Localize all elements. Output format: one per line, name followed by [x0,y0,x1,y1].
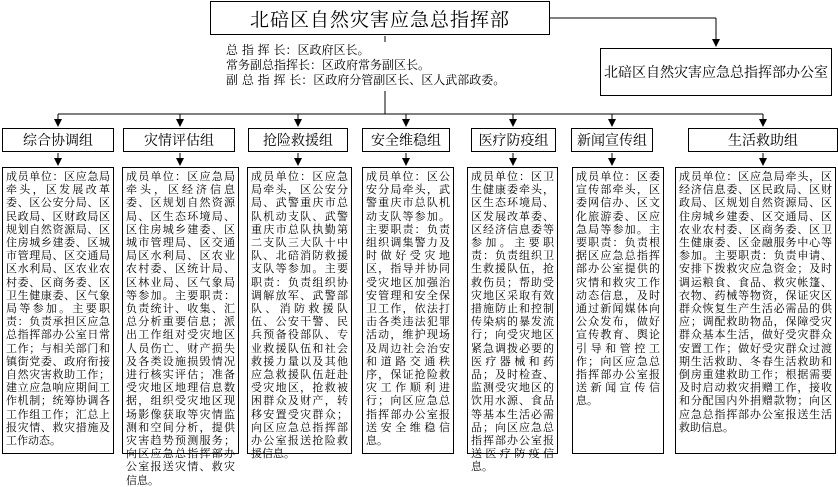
group-head-relief [688,128,838,152]
group-head-publicity [571,128,653,152]
leader-row [226,43,548,58]
group-title: 综合协调组 [23,133,93,149]
leader-value: 区政府区长。 [297,43,370,57]
group-body-medical: 成员单位：区卫生健康委牵头，区生态环境局、区发展改革委、区经济信息委等参加。主要职责：负责组织卫生救援队伍，抢救伤员；帮助受灾地区采取有效措施防止和控制传染病的暴发流行；向受灾地区紧急调拨必要的医疗器械和药品；及时检查、监测受灾地区的饮用水源、食品等基本生活必需品；向区应急总指挥部办公室报送医疗防疫信息。 [467,167,558,454]
office-box [600,48,832,96]
leader-row [226,73,548,88]
leader-value: 区政府常务副区长。 [322,58,431,72]
group-body-coordination: 成员单位：区应急局牵头，区发展改革委、区公安分局、区民政局、区财政局区规划自然资源局、区住房城乡建委、区城市管理局、区交通局区水利局、区农业农村委、区商务委、区卫生健康委、区气象局等参加。主要职责：负责承担区应急总指挥部办公室日常工作；与相关部门和镇街党委、政府衔接自然灾害救助工作；建立应急响应期间工作机制；统筹协调各工作组工作；汇总上报灾情、救灾措施及工作动态。 [2,167,114,454]
group-body-relief: 成员单位：区应急局牵头，区经济信息委、区民政局、区财政局、区规划自然资源局、区住房城乡建委、区交通局、区农业农村委、区商务委、区卫生健康委、区金融服务中心等参加。主要职责：负责申请、安排下拨救灾应急资金；及时调运粮食、食品、救灾帐篷、衣物、药械等物资，保证灾区群众恢复生产生活必需品的供应；调配救助物品，保障受灾群众基本生活，做好受灾群众安置工作；做好受灾群众过渡期生活救助、冬春生活救助和倒房重建救助工作；根据需要及时启动救灾捐赠工作，接收和分配国内外捐赠款物；向区应急总指挥部办公室报送生活救助信息。 [675,167,836,454]
group-body-assessment: 成员单位：区应急局牵头，区经济信息委、区规划自然资源局、区生态环境局、区住房城乡建委、区城市管理局、区交通局区水利局、区农业农村委、区统计局、区林业局、区气象局等参加。主要职责：负责统计、收集、汇总分析重要信息；派出工作组对受灾地区人员伤亡、财产损失及各类设施损毁情况进行核实评估；准备受灾地区地理信息数据，组织受灾地区现场影像获取等灾情监测和空间分析，提供灾害趋势预测服务；向区应急总指挥部办公室报送灾情、救灾信息。 [122,167,239,454]
group-title: 新闻宣传组 [577,133,647,149]
group-body-security: 成员单位：区公安分局牵头，武警重庆市总队机动支队等参加。主要职责：负责组织调集警力及时做好受灾地区，指导并协同受灾地区加强治安管理和安全保卫工作，依法打击各类违法犯罪活动，维护现场及周边社会治安和道路交通秩序，保证抢险救灾工作顺利进行；向区应急总指挥部办公室报送安全维稳信息。 [362,167,454,454]
headquarters-title: 北碚区自然灾害应急总指挥部 [249,8,510,31]
group-title: 医疗防疫组 [478,133,549,149]
office-title: 北碚区自然灾害应急总指挥部办公室 [604,65,828,81]
leader-role: 总 指 挥 长： [226,43,298,57]
group-head-assessment [123,128,235,152]
group-title: 安全维稳组 [371,133,441,149]
group-body-publicity: 成员单位：区委宣传部牵头，区委网信办、区文化旅游委、区应急局等参加。主要职责：负责根据区应急总指挥部办公室提供的灾情和救灾工作动态信息，及时通过新闻媒体向公众发布，做好宣传教育、舆论引导和管控工作；向区应急总指挥部办公室报送新闻宣传信息。 [572,167,664,454]
group-title: 抢险救援组 [263,133,333,149]
leader-role: 常务副总指挥长： [226,58,323,72]
group-head-coordination [2,128,114,152]
headquarters-title-box [210,1,550,35]
group-head-medical [471,128,556,152]
group-head-security [362,128,450,152]
group-title: 灾情评估组 [144,133,214,149]
leadership-list [222,42,548,91]
leader-role: 副 总 指 挥 长： [226,73,314,87]
leader-row [226,58,548,73]
group-body-rescue: 成员单位：区应急局牵头，区公安分局、武警重庆市总队机动支队、武警重庆市总队执勤第二支队三大队十中队、北碚消防救援支队等参加。主要职责：负责组织协调解放军、武警部队、消防救援队伍、公安干警、民兵预备役部队、专业救援队伍和社会救援力量以及其他应急救援队伍赶赴受灾地区，抢救被困群众及财产，转移安置受灾群众；向区应急总指挥部办公室报送抢险救援信息。 [247,167,352,454]
group-head-rescue [248,128,348,152]
leader-value: 区政府分管副区长、区人武部政委。 [313,73,506,87]
group-title: 生活救助组 [728,133,798,149]
